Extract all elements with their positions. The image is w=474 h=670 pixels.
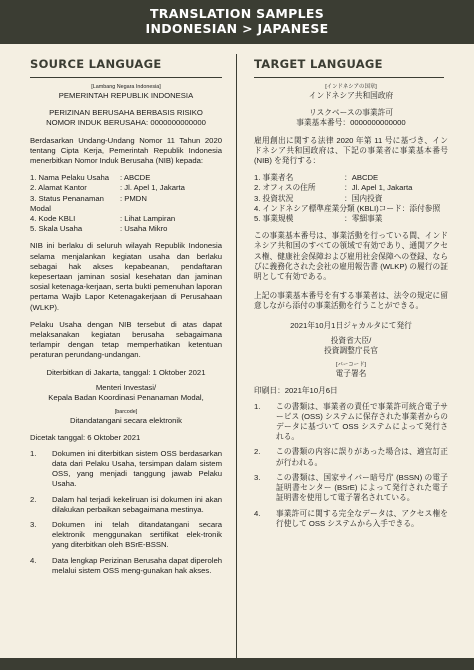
source-field-label: 5. Skala Usaha [30, 224, 83, 234]
target-activity-paragraph: 上記の事業基本番号を有する事業者は、法令の規定に留意しながら添付の事業活動を行うことができる。 [254, 291, 448, 311]
source-field-label: 1. Nama Pelaku Usaha [30, 173, 110, 183]
target-note-number: 2. [254, 447, 261, 457]
target-column-title: TARGET LANGUAGE [254, 57, 383, 71]
target-note-text: この書類は、事業者の責任で事業許可統合電子サービス (OSS) システムに保存された事業者からのデータに基づいて OSS システムによって発行される。 [276, 401, 448, 442]
source-notes-list [30, 449, 222, 576]
source-note-item [30, 520, 222, 551]
source-note-item [30, 449, 222, 490]
target-note-number: 4. [254, 508, 261, 518]
target-field-label: 4. インドネシア標準産業分類 (KBLI)コード [254, 203, 402, 213]
page-header [0, 0, 474, 44]
column-divider [236, 54, 237, 658]
source-note-number: 1. [30, 448, 37, 458]
target-issued-line: 2021年10月1日ジャカルタにて発行 [290, 320, 412, 330]
target-note-item [254, 473, 448, 504]
target-field-row [254, 194, 448, 204]
source-activity-paragraph: Pelaku Usaha dengan NIB tersebut di atas dapat melaksanakan kegiatan berusaha sebagaimana terlampir dengan tetap memperhatikan ketentuan peraturan perundang-undangan. [30, 319, 222, 360]
source-agency-title: Kepala Badan Koordinasi Penanaman Modal, [48, 393, 204, 403]
header-title-line1: TRANSLATION SAMPLES [149, 6, 325, 21]
source-column [30, 44, 222, 658]
source-note-text: Dokumen ini telah ditandatangani secara elektronik menggunakan sertifikat elek-tronik yang diterbitkan oleh BSrE-BSSN. [52, 519, 222, 550]
target-field-value: ：添付参照 [401, 203, 441, 213]
target-signed-line: 電子署名 [335, 369, 367, 379]
source-government-name: PEMERINTAH REPUBLIK INDONESIA [58, 91, 194, 100]
source-field-value: : PMDN [120, 193, 147, 203]
target-permit-title: リスクベースの事業許可 [308, 108, 394, 118]
target-government-name: インドネシア共和国政府 [308, 91, 394, 100]
source-note-number: 3. [30, 519, 37, 529]
footer-bar [0, 658, 474, 670]
target-minister-title: 投資省大臣/ [330, 335, 372, 345]
source-emblem-placeholder: [Lambang Negara Indonesia] [91, 84, 161, 90]
source-barcode-placeholder: [barcode] [114, 409, 138, 416]
target-field-value: ：ABCDE [344, 173, 379, 183]
source-field-row [30, 194, 222, 214]
target-field-label: 5. 事業規模 [254, 214, 294, 224]
target-field-label: 1. 事業者名 [254, 173, 294, 183]
target-notes-list [254, 402, 448, 529]
source-field-label: 2. Alamat Kantor [30, 183, 87, 193]
target-nib-line: 事業基本番号：0000000000000 [296, 118, 406, 128]
target-note-item [254, 402, 448, 443]
target-column [254, 44, 448, 658]
target-field-row [254, 173, 448, 183]
target-barcode-placeholder: [バーコード] [336, 362, 366, 369]
target-field-value: ：Jl. Apel 1, Jakarta [344, 183, 413, 193]
target-note-text: この書類の内容に誤りがあった場合は、適宜訂正が行われる。 [276, 447, 448, 467]
target-field-label: 3. 投資状況 [254, 193, 294, 203]
source-field-label: 4. Kode KBLI [30, 214, 76, 224]
source-field-row [30, 183, 222, 193]
source-note-item [30, 495, 222, 515]
source-validity-paragraph: NIB ini berlaku di seluruh wilayah Republik Indonesia selama menjalankan kegiatan usaha dan berlaku sebagai hak akses kepabeanan, pendaftaran kepesertaan jaminan sosial kesehatan dan jaminan sosial ketenaga-kerjaan, serta bukti pemenuhan laporan pertama Wajib Lapor Ketenagakerjaan di Perusahaan (WLKP). [30, 241, 222, 312]
source-field-value: : Lihat Lampiran [120, 214, 176, 224]
source-field-label: 3. Status Penanaman Modal [30, 193, 104, 213]
source-field-value: : Jl. Apel 1, Jakarta [120, 183, 185, 193]
target-field-list [254, 173, 448, 224]
target-field-row [254, 214, 448, 224]
target-note-item [254, 447, 448, 467]
source-permit-title: PERIZINAN BERUSAHA BERBASIS RISIKO [49, 108, 203, 118]
source-printed-line: Dicetak tanggal: 6 Oktober 2021 [30, 433, 141, 443]
source-issued-line: Diterbitkan di Jakarta, tanggal: 1 Oktober 2021 [46, 367, 206, 377]
source-intro: Berdasarkan Undang-Undang Nomor 11 Tahun 2020 tentang Cipta Kerja, Pemerintah Republik Indonesia menerbitkan Nomor Induk Berusaha (NIB) kepada: [30, 135, 222, 166]
source-field-list [30, 173, 222, 234]
source-note-item [30, 556, 222, 576]
target-field-row [254, 183, 448, 193]
source-title-rule [30, 77, 222, 78]
target-intro: 雇用創出に関する法律 2020 年第 11 号に基づき、インドネシア共和国政府は、下記の事業者に事業基本番号 (NIB) を発行する： [254, 135, 448, 166]
source-column-title: SOURCE LANGUAGE [30, 57, 162, 71]
target-emblem-placeholder: [インドネシアの国章] [325, 84, 377, 90]
source-note-text: Dokumen ini diterbitkan sistem OSS berdasarkan data dari Pelaku Usaha, tersimpan dalam sistem OSS, yang menjadi tanggung jawab Pelaku Usaha. [52, 448, 222, 489]
source-nib-line: NOMOR INDUK BERUSAHA: 0000000000000 [46, 118, 206, 128]
source-field-value: : ABCDE [120, 173, 151, 183]
target-note-text: 事業許可に関する完全なデータは、アクセス権を行使して OSS システムから入手できる。 [276, 508, 448, 528]
target-printed-line: 印刷日：2021年10月6日 [254, 386, 338, 396]
target-agency-title: 投資調整庁長官 [324, 346, 378, 356]
source-signed-line: Ditandatangani secara elektronik [70, 416, 182, 426]
source-field-row [30, 214, 222, 224]
target-note-number: 1. [254, 401, 261, 411]
source-field-row [30, 173, 222, 183]
source-field-value: : Usaha Mikro [120, 224, 168, 234]
target-field-row [254, 204, 448, 214]
header-title-line2: INDONESIAN > JAPANESE [145, 20, 329, 36]
columns-container [0, 44, 474, 658]
target-field-label: 2. オフィスの住所 [254, 183, 316, 193]
source-note-number: 2. [30, 494, 37, 504]
target-title-rule [254, 77, 444, 78]
target-document [254, 83, 448, 529]
source-minister-title: Menteri Investasi/ [95, 382, 157, 392]
target-validity-paragraph: この事業基本番号は、事業活動を行っている間、インドネシア共和国のすべての領域で有効であり、通関アクセス権、健康社会保障および雇用社会保障への登録、ならびに義務化された会社の雇用報告書 (WLKP) の履行の証明として有効である。 [254, 231, 448, 282]
source-note-text: Dalam hal terjadi kekeliruan isi dokumen ini akan dilakukan perbaikan sebagaimana mestinya. [52, 494, 222, 514]
target-field-value: ：国内投資 [344, 193, 383, 203]
target-field-value: ：零細事業 [344, 214, 383, 224]
source-field-row [30, 224, 222, 234]
target-note-number: 3. [254, 472, 261, 482]
target-note-text: この書類は、国家サイバー暗号庁 (BSSN) の電子証明書センター (BSrE) によって発行された電子証明書を使用して電子署名されている。 [276, 472, 448, 503]
source-note-text: Data lengkap Perizinan Berusaha dapat diperoleh melalui sistem OSS meng-gunakan hak akses. [52, 555, 222, 575]
source-note-number: 4. [30, 555, 37, 565]
target-note-item [254, 509, 448, 529]
source-document [30, 83, 222, 576]
